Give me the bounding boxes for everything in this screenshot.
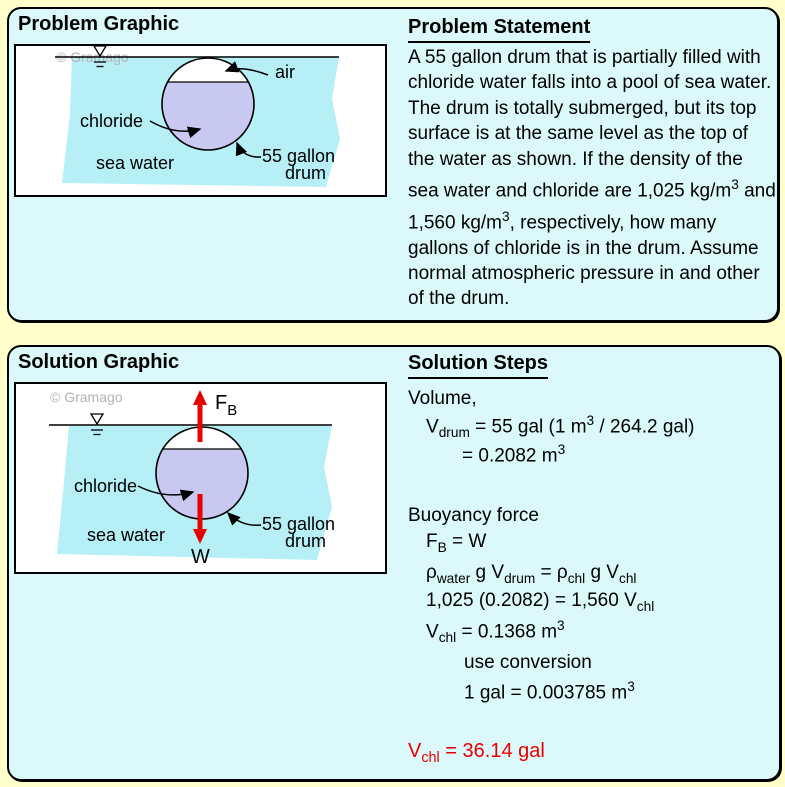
sea-water-label: sea water — [87, 525, 166, 545]
solution-graphic-title: Solution Graphic — [18, 351, 180, 373]
problem-statement-title: Problem Statement — [408, 16, 590, 43]
chloride-label: chloride — [74, 476, 138, 496]
solution-panel — [7, 345, 781, 781]
eq-rho: $\rho_{water}$ g $V_{drum} = \rho_{chl}$ g $V_{chl}$ — [426, 562, 637, 586]
volume-label: Volume, — [408, 388, 477, 409]
final-result: $V_{chl} = 36.14$ gal — [408, 740, 545, 766]
problem-statement-text: A 55 gallon drum that is partially filled with chloride water falls into a pool of sea water. The drum is totally submerged, but its top surface is at the same level as the top of the water as shown. If the density of the sea water and chloride are 1,025 $kg/m^3$ and 1,560 $kg/m^3$, respectively, how many gallons of chloride is in the drum. Assume normal atmospheric pressure in and other of the drum. — [408, 47, 776, 310]
problem-graphic-title: Problem Graphic — [18, 13, 180, 35]
eq-vdrum: $V_{drum} = 55$ gal (1 $m^3 / 264.2$ gal) — [426, 413, 695, 441]
sea-water-label: sea water — [96, 153, 175, 173]
watermark: © Gramago — [50, 389, 123, 405]
use-conversion-label: use conversion — [464, 652, 592, 673]
eq-vdrum-result: = 0.2082 $m^3$ — [462, 442, 566, 467]
eq-numbers: 1,025 (0.2082) = 1,560 $V_{chl}$ — [426, 590, 655, 614]
buoyancy-label: Buoyancy force — [408, 505, 539, 526]
eq-fb: $F_B = W$ — [426, 531, 487, 555]
drum-label-line1: 55 gallon — [262, 514, 336, 534]
solution-steps-title: Solution Steps — [408, 352, 548, 379]
eq-vchl: $V_{chl} = 0.1368$ $m^3$ — [426, 618, 565, 646]
drum-label-line2: drum — [285, 531, 327, 551]
air-label: air — [275, 62, 296, 82]
drum-label-line1: 55 gallon — [262, 146, 336, 166]
fb-label: $F_B$ — [215, 392, 238, 419]
chloride-label: chloride — [80, 111, 144, 131]
problem-diagram — [14, 44, 387, 202]
problem-panel — [7, 7, 779, 322]
watermark: © Gramago — [56, 49, 129, 65]
solution-diagram — [14, 382, 387, 579]
w-label: W — [191, 546, 210, 568]
drum-label-line2: drum — [285, 163, 327, 183]
eq-conversion: 1 gal = 0.003785 $m^3$ — [464, 679, 635, 704]
